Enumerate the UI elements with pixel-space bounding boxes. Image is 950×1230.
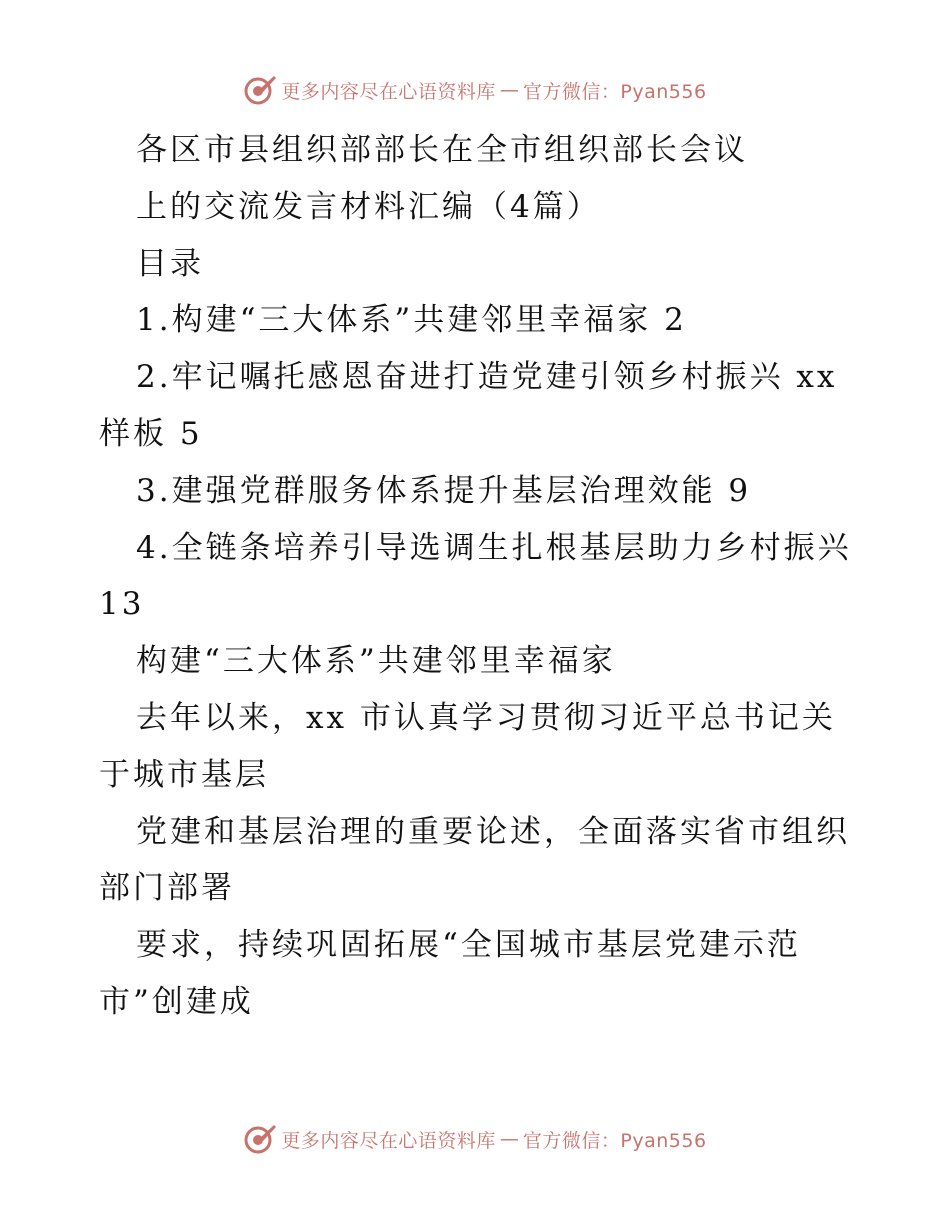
paragraph-line: 部门部署 — [99, 870, 235, 907]
doc-title-line-2: 上的交流发言材料汇编（4篇） — [136, 188, 601, 225]
toc-item-1: 1.构建“三大体系”共建邻里幸福家 2 — [136, 302, 687, 339]
watermark-text: 更多内容尽在心语资料库 — [281, 1129, 496, 1152]
section-heading: 构建“三大体系”共建邻里幸福家 — [136, 643, 616, 680]
toc-item-2-continued: 样板 5 — [99, 415, 203, 452]
footer-watermark — [0, 1122, 950, 1156]
document-body — [99, 122, 859, 1031]
watermark-dash: — — [499, 79, 519, 101]
pen-logo-icon — [243, 73, 277, 107]
paragraph-line: 市”创建成 — [99, 983, 254, 1020]
toc-item-4-continued: 13 — [99, 586, 145, 623]
watermark-text: 更多内容尽在心语资料库 — [281, 80, 496, 103]
paragraph-line: 要求，持续巩固拓展“全国城市基层党建示范 — [136, 927, 801, 964]
header-watermark — [0, 73, 950, 107]
pen-logo-icon — [243, 1122, 277, 1156]
watermark-dash: — — [499, 1128, 519, 1150]
watermark-official: 官方微信：Pyan556 — [522, 1129, 707, 1152]
doc-title-line-1: 各区市县组织部部长在全市组织部长会议 — [136, 132, 748, 168]
toc-item-4: 4.全链条培养引导选调生扎根基层助力乡村振兴 — [136, 529, 852, 566]
paragraph-line: 去年以来，xx 市认真学习贯彻习近平总书记关 — [136, 699, 836, 736]
toc-heading: 目录 — [136, 245, 204, 282]
watermark-official: 官方微信：Pyan556 — [522, 80, 707, 103]
paragraph-line: 党建和基层治理的重要论述，全面落实省市组织 — [136, 813, 850, 850]
toc-item-3: 3.建强党群服务体系提升基层治理效能 9 — [136, 472, 752, 509]
paragraph-line: 于城市基层 — [99, 756, 269, 793]
toc-item-2: 2.牢记嘱托感恩奋进打造党建引领乡村振兴 xx — [136, 359, 838, 396]
